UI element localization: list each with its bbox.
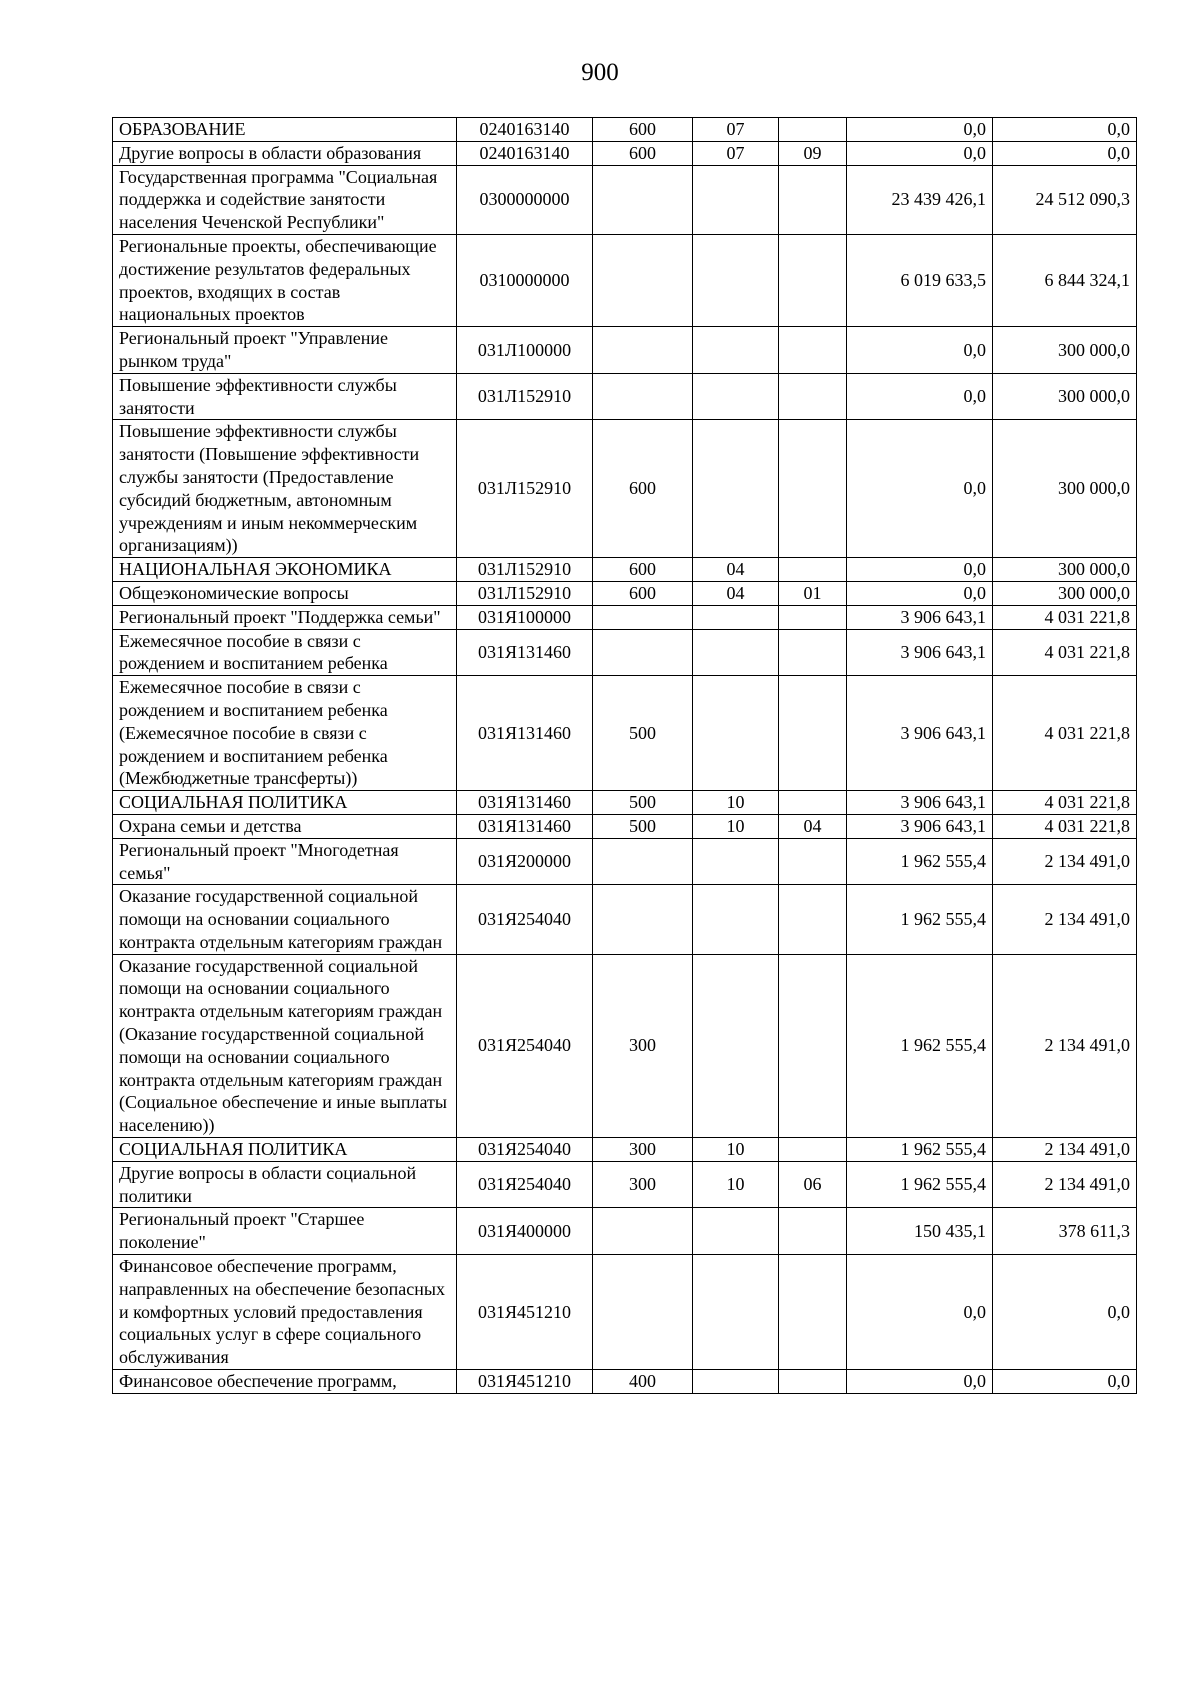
table-row (113, 1370, 1137, 1394)
subsection-code-cell (779, 118, 847, 142)
table-row (113, 791, 1137, 815)
subsection-code-cell (779, 373, 847, 420)
row-name-cell: Региональный проект "Многодетная семья" (113, 838, 457, 885)
amount-year2-cell: 6 844 324,1 (993, 234, 1137, 326)
row-name-cell: Ежемесячное пособие в связи с рождением и воспитанием ребенка (Ежемесячное пособие в связи с рождением и воспитанием ребенка (Межбюджетные трансферты)) (113, 676, 457, 791)
amount-year1-cell: 3 906 643,1 (847, 791, 993, 815)
table-row (113, 1255, 1137, 1370)
table-row (113, 165, 1137, 234)
table-row (113, 234, 1137, 326)
target-article-code-cell: 031Л152910 (457, 373, 593, 420)
target-article-code-cell: 0300000000 (457, 165, 593, 234)
section-code-cell (693, 1208, 779, 1255)
amount-year2-cell: 300 000,0 (993, 327, 1137, 374)
amount-year2-cell: 0,0 (993, 141, 1137, 165)
table-row (113, 327, 1137, 374)
amount-year2-cell: 300 000,0 (993, 373, 1137, 420)
amount-year1-cell: 1 962 555,4 (847, 885, 993, 954)
amount-year1-cell: 3 906 643,1 (847, 814, 993, 838)
row-name-cell: Охрана семьи и детства (113, 814, 457, 838)
expense-type-code-cell (593, 373, 693, 420)
target-article-code-cell: 031Л152910 (457, 581, 593, 605)
amount-year2-cell: 4 031 221,8 (993, 791, 1137, 815)
subsection-code-cell: 09 (779, 141, 847, 165)
row-name-cell: Повышение эффективности службы занятости (113, 373, 457, 420)
table-row (113, 954, 1137, 1137)
table-row (113, 1161, 1137, 1208)
expense-type-code-cell (593, 1255, 693, 1370)
subsection-code-cell (779, 1255, 847, 1370)
table-row (113, 605, 1137, 629)
expense-type-code-cell: 300 (593, 1161, 693, 1208)
section-code-cell: 07 (693, 118, 779, 142)
amount-year1-cell: 0,0 (847, 581, 993, 605)
amount-year1-cell: 0,0 (847, 141, 993, 165)
expense-type-code-cell: 600 (593, 558, 693, 582)
target-article-code-cell: 031Я200000 (457, 838, 593, 885)
amount-year1-cell: 1 962 555,4 (847, 1138, 993, 1162)
section-code-cell: 07 (693, 141, 779, 165)
table-row (113, 1208, 1137, 1255)
subsection-code-cell (779, 165, 847, 234)
expense-type-code-cell: 600 (593, 581, 693, 605)
expense-type-code-cell (593, 885, 693, 954)
row-name-cell: СОЦИАЛЬНАЯ ПОЛИТИКА (113, 1138, 457, 1162)
amount-year2-cell: 24 512 090,3 (993, 165, 1137, 234)
amount-year1-cell: 0,0 (847, 373, 993, 420)
target-article-code-cell: 031Я254040 (457, 1138, 593, 1162)
amount-year1-cell: 6 019 633,5 (847, 234, 993, 326)
target-article-code-cell: 031Л152910 (457, 420, 593, 558)
section-code-cell (693, 165, 779, 234)
amount-year1-cell: 150 435,1 (847, 1208, 993, 1255)
row-name-cell: Региональный проект "Старшее поколение" (113, 1208, 457, 1255)
section-code-cell: 10 (693, 1138, 779, 1162)
target-article-code-cell: 031Л152910 (457, 558, 593, 582)
subsection-code-cell (779, 558, 847, 582)
subsection-code-cell (779, 234, 847, 326)
amount-year2-cell: 4 031 221,8 (993, 629, 1137, 676)
amount-year2-cell: 300 000,0 (993, 558, 1137, 582)
expense-type-code-cell (593, 234, 693, 326)
target-article-code-cell: 031Я131460 (457, 814, 593, 838)
expense-type-code-cell (593, 327, 693, 374)
table-row (113, 885, 1137, 954)
subsection-code-cell (779, 791, 847, 815)
expense-type-code-cell: 600 (593, 420, 693, 558)
row-name-cell: Другие вопросы в области социальной политики (113, 1161, 457, 1208)
row-name-cell: Региональный проект "Поддержка семьи" (113, 605, 457, 629)
table-row (113, 676, 1137, 791)
section-code-cell (693, 676, 779, 791)
section-code-cell: 10 (693, 791, 779, 815)
row-name-cell: Общеэкономические вопросы (113, 581, 457, 605)
expense-type-code-cell (593, 165, 693, 234)
row-name-cell: Региональный проект "Управление рынком труда" (113, 327, 457, 374)
target-article-code-cell: 031Я400000 (457, 1208, 593, 1255)
row-name-cell: ОБРАЗОВАНИЕ (113, 118, 457, 142)
table-row (113, 558, 1137, 582)
section-code-cell (693, 605, 779, 629)
target-article-code-cell: 031Я451210 (457, 1370, 593, 1394)
table-row (113, 118, 1137, 142)
expense-type-code-cell (593, 629, 693, 676)
section-code-cell: 04 (693, 581, 779, 605)
subsection-code-cell (779, 954, 847, 1137)
expense-type-code-cell: 300 (593, 1138, 693, 1162)
section-code-cell (693, 954, 779, 1137)
row-name-cell: Оказание государственной социальной помощи на основании социального контракта отдельным категориям граждан (Оказание государственной социальной помощи на основании социального контракта отдельным категориям граждан (Социальное обеспечение и иные выплаты населению)) (113, 954, 457, 1137)
table-row (113, 814, 1137, 838)
subsection-code-cell (779, 629, 847, 676)
expense-type-code-cell: 500 (593, 814, 693, 838)
subsection-code-cell (779, 1138, 847, 1162)
table-row (113, 420, 1137, 558)
amount-year1-cell: 1 962 555,4 (847, 838, 993, 885)
subsection-code-cell: 04 (779, 814, 847, 838)
table-row (113, 141, 1137, 165)
row-name-cell: СОЦИАЛЬНАЯ ПОЛИТИКА (113, 791, 457, 815)
expense-type-code-cell (593, 605, 693, 629)
table-row (113, 581, 1137, 605)
amount-year1-cell: 3 906 643,1 (847, 676, 993, 791)
expense-type-code-cell: 600 (593, 141, 693, 165)
expense-type-code-cell: 500 (593, 676, 693, 791)
subsection-code-cell (779, 605, 847, 629)
subsection-code-cell (779, 1208, 847, 1255)
amount-year2-cell: 378 611,3 (993, 1208, 1137, 1255)
section-code-cell (693, 327, 779, 374)
section-code-cell: 04 (693, 558, 779, 582)
expense-type-code-cell: 400 (593, 1370, 693, 1394)
subsection-code-cell (779, 1370, 847, 1394)
target-article-code-cell: 0240163140 (457, 118, 593, 142)
amount-year1-cell: 23 439 426,1 (847, 165, 993, 234)
section-code-cell: 10 (693, 1161, 779, 1208)
target-article-code-cell: 031Я254040 (457, 1161, 593, 1208)
table-row (113, 373, 1137, 420)
target-article-code-cell: 031Я131460 (457, 791, 593, 815)
section-code-cell (693, 838, 779, 885)
budget-table (112, 117, 1137, 1394)
amount-year2-cell: 2 134 491,0 (993, 1161, 1137, 1208)
section-code-cell (693, 885, 779, 954)
amount-year2-cell: 2 134 491,0 (993, 1138, 1137, 1162)
amount-year1-cell: 1 962 555,4 (847, 954, 993, 1137)
row-name-cell: Ежемесячное пособие в связи с рождением и воспитанием ребенка (113, 629, 457, 676)
row-name-cell: Повышение эффективности службы занятости (Повышение эффективности службы занятости (Предоставление субсидий бюджетным, автономным учреждениям и иным некоммерческим организациям)) (113, 420, 457, 558)
target-article-code-cell: 031Л100000 (457, 327, 593, 374)
amount-year1-cell: 0,0 (847, 558, 993, 582)
section-code-cell (693, 373, 779, 420)
target-article-code-cell: 0310000000 (457, 234, 593, 326)
target-article-code-cell: 031Я131460 (457, 676, 593, 791)
subsection-code-cell (779, 676, 847, 791)
expense-type-code-cell (593, 838, 693, 885)
table-row (113, 838, 1137, 885)
amount-year1-cell: 0,0 (847, 1255, 993, 1370)
row-name-cell: Государственная программа "Социальная поддержка и содействие занятости населения Чеченской Республики" (113, 165, 457, 234)
amount-year2-cell: 4 031 221,8 (993, 814, 1137, 838)
expense-type-code-cell (593, 1208, 693, 1255)
row-name-cell: Оказание государственной социальной помощи на основании социального контракта отдельным категориям граждан (113, 885, 457, 954)
amount-year2-cell: 0,0 (993, 1370, 1137, 1394)
row-name-cell: Другие вопросы в области образования (113, 141, 457, 165)
amount-year1-cell: 0,0 (847, 420, 993, 558)
budget-table-body (113, 118, 1137, 1394)
subsection-code-cell (779, 885, 847, 954)
row-name-cell: Региональные проекты, обеспечивающие достижение результатов федеральных проектов, входящих в состав национальных проектов (113, 234, 457, 326)
amount-year2-cell: 2 134 491,0 (993, 838, 1137, 885)
target-article-code-cell: 031Я451210 (457, 1255, 593, 1370)
section-code-cell: 10 (693, 814, 779, 838)
row-name-cell: Финансовое обеспечение программ, (113, 1370, 457, 1394)
subsection-code-cell (779, 420, 847, 558)
amount-year2-cell: 4 031 221,8 (993, 605, 1137, 629)
amount-year1-cell: 1 962 555,4 (847, 1161, 993, 1208)
amount-year2-cell: 0,0 (993, 1255, 1137, 1370)
target-article-code-cell: 031Я100000 (457, 605, 593, 629)
section-code-cell (693, 1370, 779, 1394)
row-name-cell: НАЦИОНАЛЬНАЯ ЭКОНОМИКА (113, 558, 457, 582)
section-code-cell (693, 420, 779, 558)
amount-year1-cell: 0,0 (847, 1370, 993, 1394)
expense-type-code-cell: 500 (593, 791, 693, 815)
target-article-code-cell: 031Я254040 (457, 885, 593, 954)
expense-type-code-cell: 300 (593, 954, 693, 1137)
table-row (113, 629, 1137, 676)
subsection-code-cell: 01 (779, 581, 847, 605)
amount-year2-cell: 4 031 221,8 (993, 676, 1137, 791)
section-code-cell (693, 1255, 779, 1370)
amount-year1-cell: 3 906 643,1 (847, 605, 993, 629)
amount-year2-cell: 300 000,0 (993, 581, 1137, 605)
expense-type-code-cell: 600 (593, 118, 693, 142)
page-number: 900 (581, 59, 619, 86)
target-article-code-cell: 031Я131460 (457, 629, 593, 676)
amount-year1-cell: 0,0 (847, 327, 993, 374)
subsection-code-cell: 06 (779, 1161, 847, 1208)
amount-year2-cell: 0,0 (993, 118, 1137, 142)
target-article-code-cell: 031Я254040 (457, 954, 593, 1137)
amount-year1-cell: 0,0 (847, 118, 993, 142)
subsection-code-cell (779, 327, 847, 374)
amount-year1-cell: 3 906 643,1 (847, 629, 993, 676)
row-name-cell: Финансовое обеспечение программ, направленных на обеспечение безопасных и комфортных условий предоставления социальных услуг в сфере социального обслуживания (113, 1255, 457, 1370)
table-row (113, 1138, 1137, 1162)
amount-year2-cell: 2 134 491,0 (993, 885, 1137, 954)
target-article-code-cell: 0240163140 (457, 141, 593, 165)
section-code-cell (693, 234, 779, 326)
amount-year2-cell: 300 000,0 (993, 420, 1137, 558)
subsection-code-cell (779, 838, 847, 885)
section-code-cell (693, 629, 779, 676)
amount-year2-cell: 2 134 491,0 (993, 954, 1137, 1137)
